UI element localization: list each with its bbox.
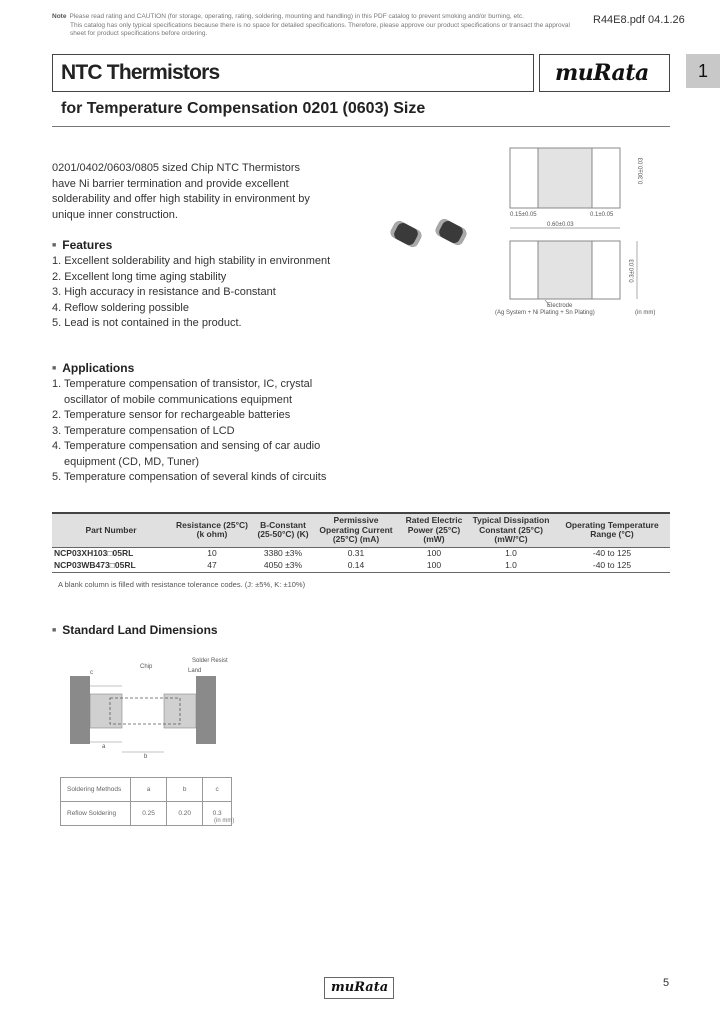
list-item: 2. Temperature sensor for rechargeable batteries <box>52 409 291 421</box>
side-view-term-left <box>510 241 538 299</box>
drawing-unit: (in mm) <box>635 310 656 316</box>
page-number: 5 <box>663 977 670 989</box>
land-left <box>90 694 122 728</box>
col-header: Resistance (25°C) (k ohm) <box>170 513 254 547</box>
dim-terminal-left: 0.15±0.05 <box>510 212 537 218</box>
title-rule <box>52 126 670 127</box>
chip-photo-right <box>434 217 469 247</box>
col-header: Typical Dissipation Constant (25°C) (mW/°C) <box>468 513 554 547</box>
spec-table <box>52 512 670 573</box>
section-bullet-icon: ■ <box>52 365 57 373</box>
solder-resist-label: Solder Resist <box>192 658 228 664</box>
table-cell: 0.3 <box>203 802 232 826</box>
land-drawing <box>60 656 250 766</box>
table-cell: 10 <box>207 548 217 558</box>
land-heading <box>52 623 218 637</box>
list-item: 4. Temperature compensation and sensing of car audio equipment (CD, MD, Tuner) <box>52 440 321 468</box>
top-view-term-right <box>592 148 620 208</box>
top-view-term-left <box>510 148 538 208</box>
list-item: 3. High accuracy in resistance and B-constant <box>52 286 276 298</box>
table-cell: 0.20 <box>167 802 203 826</box>
table-row <box>52 560 670 573</box>
table-cell: 100 <box>400 560 468 573</box>
features-heading <box>52 238 112 252</box>
table-cell: NCP03XH103□05RL <box>54 548 134 558</box>
table-row <box>52 547 670 560</box>
col-header: Rated Electric Power (25°C) (mW) <box>400 513 468 547</box>
table-cell: 1.0 <box>468 560 554 573</box>
table-row <box>61 778 232 802</box>
label-c: c <box>90 670 93 676</box>
chip-label: Chip <box>140 664 153 670</box>
table-row <box>61 802 232 826</box>
table-cell: 0.14 <box>312 560 400 573</box>
note-label: Note <box>52 13 67 20</box>
dim-thickness: 0.30±0.03 <box>638 157 645 185</box>
dimension-drawing <box>495 138 665 328</box>
table-cell: Reflow Soldering <box>61 802 131 826</box>
table-header-cell: c <box>203 778 232 802</box>
solder-table <box>60 777 235 826</box>
pcb-right <box>196 676 216 744</box>
list-item: 5. Lead is not contained in the product. <box>52 317 242 329</box>
list-item: 3. Temperature compensation of LCD <box>52 424 235 437</box>
murata-logo: muRata <box>555 60 649 86</box>
document-reference: R44E8.pdf 04.1.26 <box>593 14 685 26</box>
section-bullet-icon: ■ <box>52 627 57 635</box>
list-item: 1. Excellent solderability and high stability in environment <box>52 255 331 267</box>
murata-logo-box <box>539 54 670 92</box>
electrode-desc: (Ag System + Ni Plating + Sn Plating) <box>495 310 595 316</box>
section-tab: 1 <box>686 54 720 88</box>
col-header: B-Constant (25-50°C) (K) <box>254 513 312 547</box>
pcb-left <box>70 676 90 744</box>
electrode-label: Electrode <box>547 303 573 309</box>
side-view-term-right <box>592 241 620 299</box>
footer-logo-box <box>324 977 394 999</box>
col-header: Operating Temperature Range (°C) <box>554 513 670 547</box>
list-item: 5. Temperature compensation of several kinds of circuits <box>52 471 327 483</box>
intro-paragraph: 0201/0402/0603/0805 sized Chip NTC Thermistors have Ni barrier termination and provide excellent solderability and offer high stability in environment by unique inner construction. <box>52 162 310 221</box>
table-header-cell: a <box>131 778 167 802</box>
table-cell: 3380 ±3% <box>263 548 303 558</box>
footer-murata-logo: muRata <box>331 980 389 995</box>
col-header: Permissive Operating Current (25°C) (mA) <box>312 513 400 547</box>
note-line-1: Please read rating and CAUTION (for storage, operating, rating, soldering, mounting and handling) in this PDF catalog to prevent smoking and/or burning, etc. <box>69 13 524 20</box>
label-b: b <box>144 754 148 760</box>
dim-length: 0.60±0.03 <box>547 222 574 228</box>
features-list <box>52 254 342 332</box>
land-svg <box>60 656 250 766</box>
catalog-note <box>52 13 572 39</box>
table-header-cell: Soldering Methods <box>61 778 131 802</box>
table-cell: 0.31 <box>347 548 365 558</box>
applications-heading <box>52 361 134 375</box>
note-line-2: This catalog has only typical specifications because there is no space for detailed specifications. Therefore, please approve our product specifications or transact the approval sheet for product specifications before ordering. <box>70 21 570 37</box>
dim-terminal-right: 0.1±0.05 <box>590 212 614 218</box>
table-cell: -40 to 125 <box>592 548 632 558</box>
land-label: Land <box>188 668 202 674</box>
list-item: 1. Temperature compensation of transistor, IC, crystal oscillator of mobile communications equipment <box>52 378 313 406</box>
land-unit: (in mm) <box>214 818 235 824</box>
title-box <box>52 54 534 92</box>
land-heading-text: Standard Land Dimensions <box>62 623 218 637</box>
features-heading-text: Features <box>62 238 113 252</box>
table-cell: 0.25 <box>131 802 167 826</box>
applications-heading-text: Applications <box>62 361 135 375</box>
section-bullet-icon: ■ <box>52 242 57 250</box>
table-cell: NCP03WB473□05RL <box>52 560 170 573</box>
page-title: NTC Thermistors <box>61 61 220 84</box>
table-cell: 47 <box>170 560 254 573</box>
spec-table-header-row <box>52 513 670 547</box>
page-subtitle: for Temperature Compensation 0201 (0603) Size <box>61 100 426 117</box>
table-cell: 4050 ±3% <box>254 560 312 573</box>
dim-height: 0.3±0.03 <box>629 259 636 283</box>
table-cell: 1.0 <box>505 548 517 558</box>
col-header: Part Number <box>52 513 170 547</box>
table-cell: 100 <box>426 548 442 558</box>
table-header-cell: b <box>167 778 203 802</box>
label-a: a <box>102 744 106 750</box>
list-item: 4. Reflow soldering possible <box>52 301 189 314</box>
list-item: 2. Excellent long time aging stability <box>52 270 227 283</box>
table-cell: -40 to 125 <box>554 560 670 573</box>
chip-photo-left <box>389 219 424 249</box>
table-footnote: A blank column is filled with resistance tolerance codes. (J: ±5%, K: ±10%) <box>58 580 306 589</box>
applications-list <box>52 377 332 486</box>
